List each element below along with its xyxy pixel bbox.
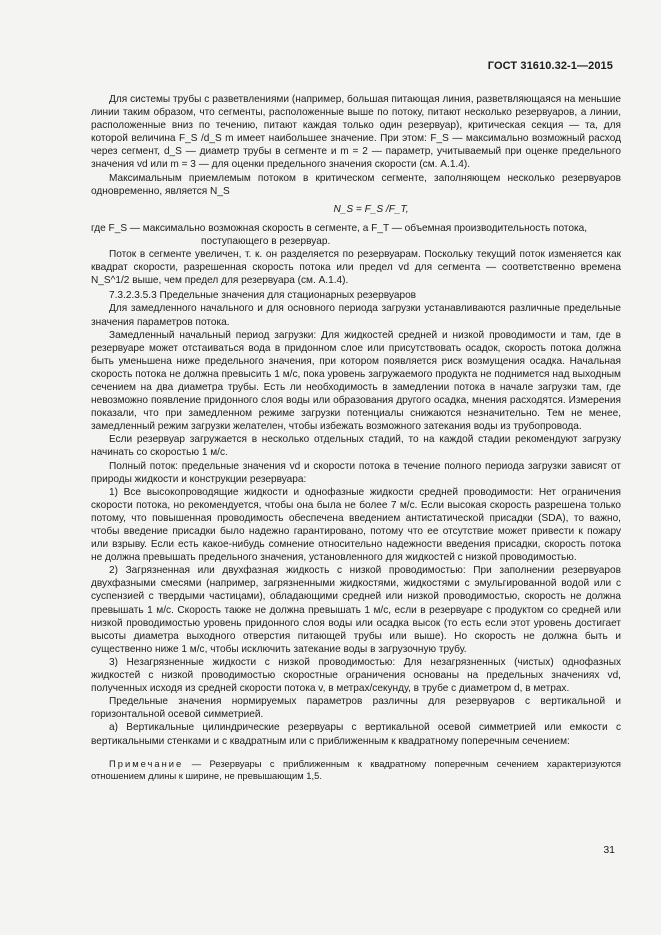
legend-line-2: поступающего в резервуар.: [201, 235, 331, 247]
list-item-3: 3) Незагрязненные жидкости с низкой проводимостью: Для незагрязненных (чистых) однофазных жидкостей с низкой проводимостью скоростные ограничения основаны на предельных значениях vd, полученных исходя из средней скорости потока v, в метрах/секунду, в трубе с диаметром d, в метрах.: [91, 656, 621, 695]
formula-ns: N_S = F_S /F_T,: [333, 203, 409, 215]
paragraph-stages: Если резервуар загружается в несколько отдельных стадий, то на каждой стадии рекомендуют загрузку начинать со скоростью 1 м/с.: [91, 434, 621, 459]
formula-legend: [91, 222, 621, 248]
paragraph-segment-flow: Поток в сегменте увеличен, т. к. он разделяется по резервуарам. Поскольку текущий поток изменяется как квадрат скорости, разрешенная скорость потока или предел vd для сегмента — соответственно времена N_S^1/2 выше, чем предел для резервуара (см. А.1.4).: [91, 249, 621, 287]
legend-line-1: где F_S — максимально возможная скорость в сегменте, а F_T — объемная производительность потока,: [91, 222, 588, 234]
paragraph-branched-pipe: Для системы трубы с разветвлениями (например, большая питающая линия, разветвляющаяся на меньшие линии таким образом, что сегменты, расположенные выше по потоку, питают несколько резервуаров, а линии, расположенные вниз по течению, питают каждая только один резервуар), критическая секция — та, для которой величина F_S /d_S m имеет наибольшее значение. При этом: F_S — максимально возможный расход через сегмент, d_S — диаметр трубы в сегменте и m = 2 — параметр, учитываемый при оценке предельного значения vd или m = 3 — для оценки предельного значения скорости (см. А.1.4).: [91, 94, 621, 171]
note: [91, 758, 621, 783]
section-heading: 7.3.2.3.5.3 Предельные значения для стационарных резервуаров: [109, 290, 417, 302]
paragraph-slow-start: Замедленный начальный период загрузки: Для жидкостей средней и низкой проводимости и там, где в резервуаре может отстаиваться вода в придонном слое или присутствовать осадок, скорость потока должна быть уменьшена ниже предельного значения, при котором появляется риск возмущения осадка. Начальная скорость потока не должна превысить 1 м/с, пока уровень загружаемого продукта не поднимется над выходным сечением на два диаметра трубы. Есть ли необходимость в замедлении потока в начале загрузки там, где невозможно появление придонного слоя воды или образования другого осадка, мнения расходятся. Измерения показали, что при замедленном режиме загрузки потенциалы снижаются незначительно. Тем не менее, замедленный режим загрузки желателен, чтобы избежать возможного затекания воды из трубопровода.: [91, 329, 621, 433]
paragraph-full-flow: Полный поток: предельные значения vd и скорости потока в течение полного периода загрузки зависят от природы жидкости и конструкции резервуара:: [91, 460, 621, 485]
page-body: [91, 93, 621, 783]
note-label: Примечание: [109, 757, 184, 769]
paragraph-vertical-tanks: а) Вертикальные цилиндрические резервуары с вертикальной осевой симметрией или емкости с вертикальными стенками и с квадратным или с приближенным к квадратному поперечным сечением:: [91, 722, 621, 747]
standard-header: ГОСТ 31610.32-1—2015: [487, 60, 613, 72]
note-text: — Резервуары с приближенным к квадратному поперечным сечением характеризуются отношением длины к ширине, не превышающим 1,5.: [91, 757, 621, 782]
paragraph-loading-periods: Для замедленного начального и для основного периода загрузки устанавливаются различные предельные значения параметров потока.: [91, 303, 621, 328]
list-item-1: 1) Все высокопроводящие жидкости и однофазные жидкости средней проводимости: Нет ограничения скорости потока, но рекомендуется, чтобы она была не более 7 м/с. Если высокая скорость разрешена только потому, что повышенная проводимость обеспечена введением антистатической присадки (SDA), то важно, чтобы введение присадки было надежно гарантировано, потому что ее отсутствие может привести к пожару или взрыву. Если есть какое-нибудь сомнение относительно надежности введения присадки, скорость потока не должна превышать предельного значения, установленного для жидкостей с низкой проводимостью.: [91, 486, 621, 564]
paragraph-symmetry: Предельные значения нормируемых параметров различны для резервуаров с вертикальной и горизонтальной осевой симметрией.: [91, 696, 621, 721]
list-item-2: 2) Загрязненная или двухфазная жидкость с низкой проводимостью: При заполнении резервуаров двухфазными смесями (например, загрязненными жидкостями, жидкостями с эмульгированной водой или с суспензией с твердыми частицами), обладающими средней или низкой проводимостью, скорость не должна превышать 1 м/с. Скорость также не должна превышать 1 м/с, если в резервуаре с продуктом со средней или низкой проводимостью уровень придонного слоя воды или осадка высок (то есть если этот уровень достигает высоты диаметра выходного отверстия питающей трубы или выше). Но скорость не должна быть и существенно ниже 1 м/с, чтобы исключить затекание воды в загрузочную трубу.: [91, 565, 621, 655]
paragraph-max-flow: Максимальным приемлемым потоком в критическом сегменте, заполняющем несколько резервуаров одновременно, является N_S: [91, 172, 621, 197]
page-number: 31: [603, 844, 615, 856]
